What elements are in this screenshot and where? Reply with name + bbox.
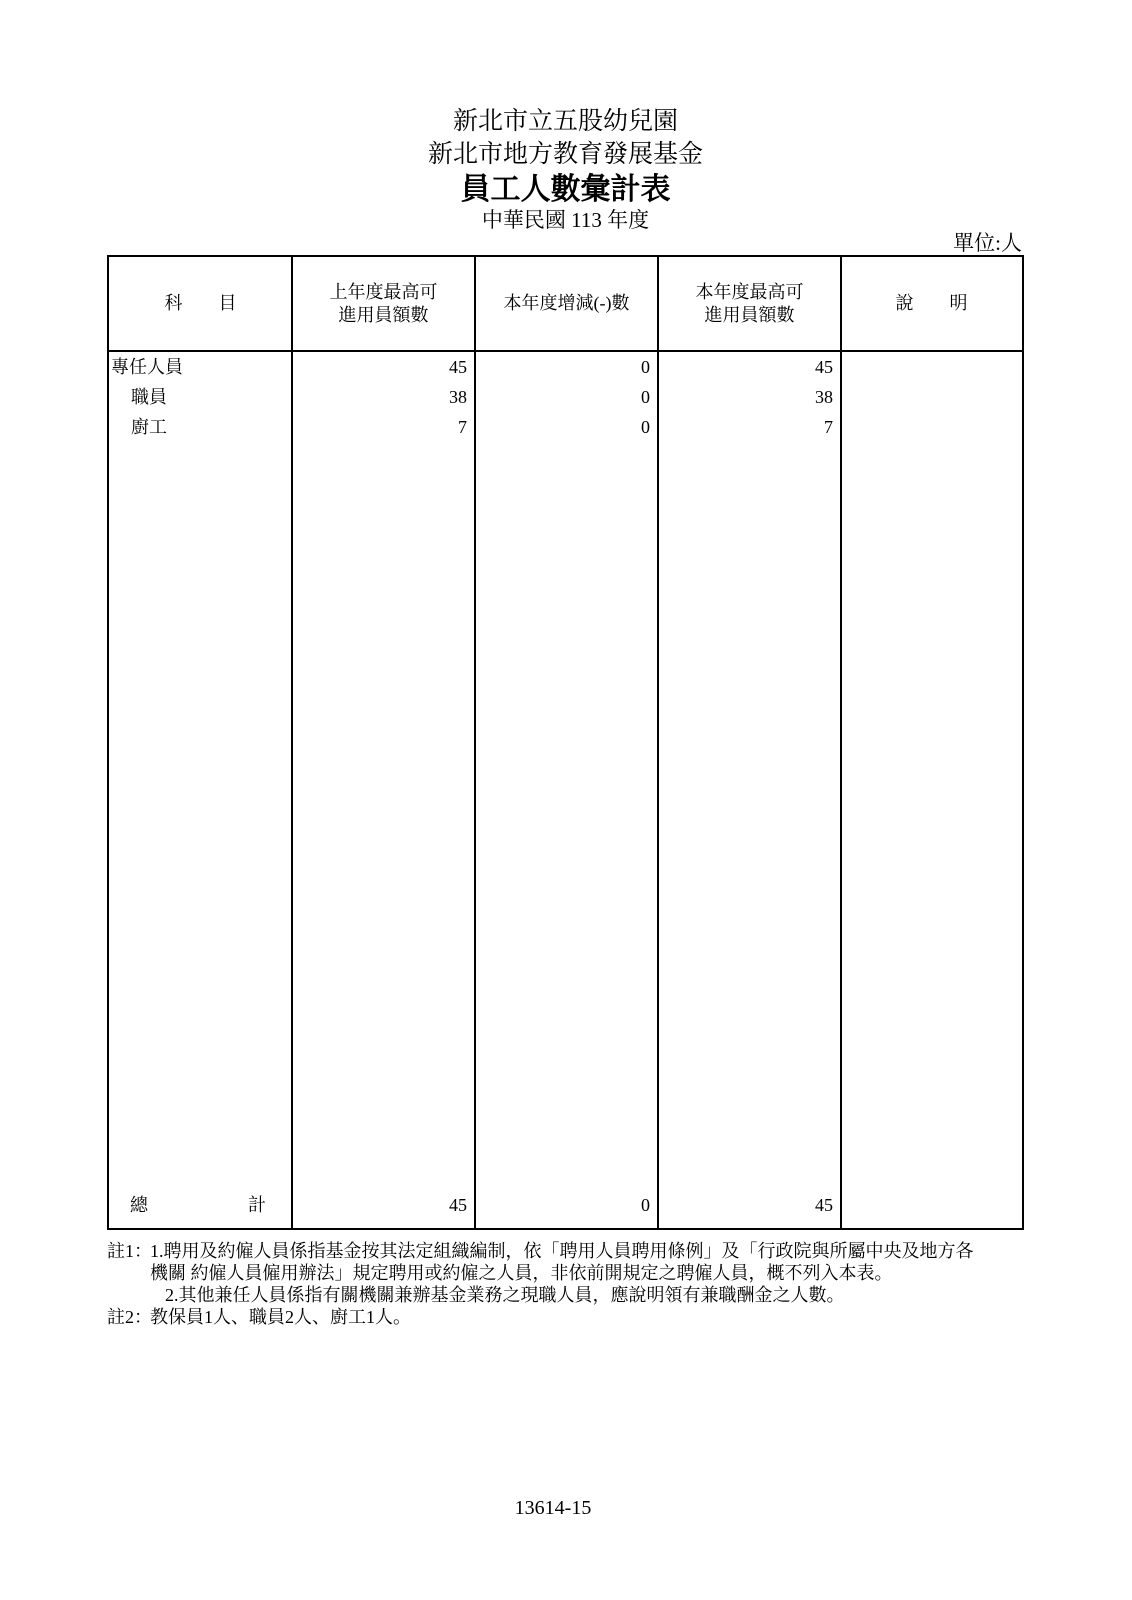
header-subject-label: 科目 xyxy=(164,293,237,313)
header-remarks-label: 說明 xyxy=(895,293,968,313)
unit-label: 單位:人 xyxy=(953,231,1022,255)
footnote-line: 機關 約僱人員僱用辦法」規定聘用或約僱之人員，非依前開規定之聘僱人員，概不列入本表。 xyxy=(150,1263,893,1283)
change-value: 0 xyxy=(641,357,650,377)
page-number: 13614-15 xyxy=(514,1497,592,1519)
footnote-1 xyxy=(107,1240,974,1306)
organization-name: 新北市立五股幼兒園 xyxy=(452,108,678,135)
total-prev-max: 45 xyxy=(449,1195,467,1215)
header-change-label: 本年度增減(-)數 xyxy=(503,293,630,313)
curr-max-value: 38 xyxy=(815,387,833,407)
table-header xyxy=(109,257,1022,350)
table-row xyxy=(109,382,1022,412)
report-period: 中華民國 113 年度 xyxy=(481,208,650,232)
prev-max-value: 7 xyxy=(458,417,467,437)
total-label-cell xyxy=(109,1190,292,1220)
header-curr-max-line2: 進用員額數 xyxy=(704,304,795,325)
row-label: 廚工 xyxy=(131,417,167,437)
total-change: 0 xyxy=(641,1195,650,1215)
staff-count-table xyxy=(107,255,1024,1230)
footnote-label: 註1： xyxy=(107,1241,152,1261)
header-prev-max-line2: 進用員額數 xyxy=(338,304,429,325)
footnotes xyxy=(107,1240,974,1328)
header-cell-subject xyxy=(109,257,292,350)
header-prev-max-line1: 上年度最高可 xyxy=(329,281,438,302)
remarks-cell xyxy=(841,1190,1022,1220)
total-curr-max: 45 xyxy=(815,1195,833,1215)
header-cell-remarks xyxy=(841,257,1022,350)
footnote-label: 註2： xyxy=(107,1307,152,1327)
curr-max-value: 45 xyxy=(815,357,833,377)
change-value: 0 xyxy=(641,417,650,437)
remarks-cell xyxy=(841,412,1022,442)
remarks-cell xyxy=(841,352,1022,382)
prev-max-value: 45 xyxy=(449,357,467,377)
row-label: 專任人員 xyxy=(111,357,183,377)
change-value: 0 xyxy=(641,387,650,407)
total-row xyxy=(109,1190,1022,1220)
fund-name: 新北市地方教育發展基金 xyxy=(427,141,703,168)
header-cell-prev-max xyxy=(292,257,475,350)
row-label: 職員 xyxy=(131,387,167,407)
footnote-body xyxy=(150,1240,974,1306)
remarks-cell xyxy=(841,382,1022,412)
table-row xyxy=(109,352,1022,382)
report-title: 員工人數彙計表 xyxy=(460,173,671,206)
total-label: 總計 xyxy=(130,1195,266,1215)
footnote-line: 2.其他兼任人員係指有關機關兼辦基金業務之現職人員，應說明領有兼職酬金之人數。 xyxy=(165,1285,845,1305)
table-row xyxy=(109,412,1022,442)
header-cell-curr-max xyxy=(658,257,841,350)
footnote-line: 1.聘用及約僱人員係指基金按其法定組織編制，依「聘用人員聘用條例」及「行政院與所屬中央及地方各 xyxy=(150,1241,974,1261)
curr-max-value: 7 xyxy=(824,417,833,437)
footnote-line: 教保員1人、職員2人、廚工1人。 xyxy=(150,1307,411,1327)
header-cell-change xyxy=(475,257,658,350)
footnote-2 xyxy=(107,1306,974,1328)
prev-max-value: 38 xyxy=(449,387,467,407)
header-curr-max-line1: 本年度最高可 xyxy=(695,281,804,302)
